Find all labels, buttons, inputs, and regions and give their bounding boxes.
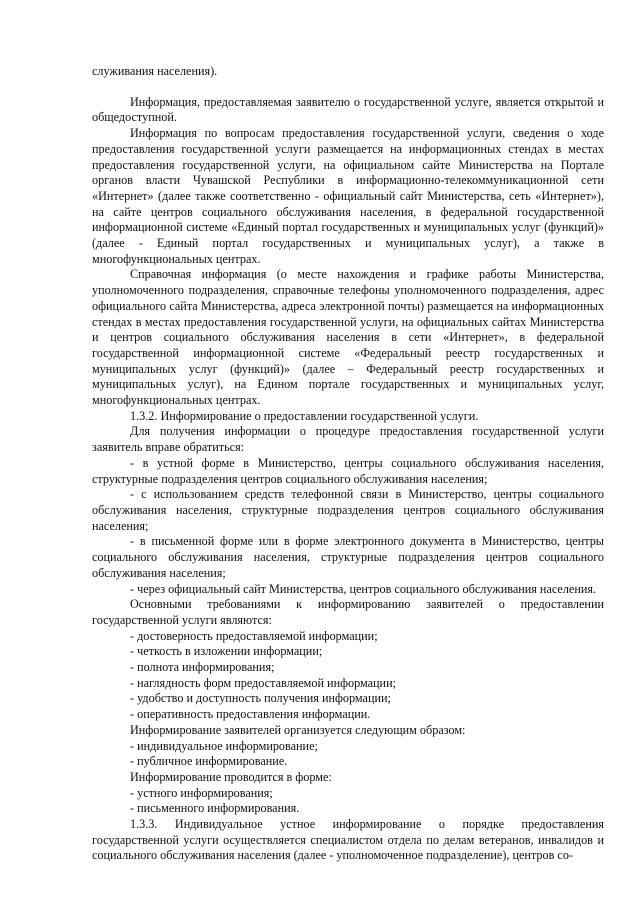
paragraph: служивания населения). [92, 64, 218, 78]
paragraph-gap [92, 80, 604, 95]
list-item: - полнота информирования; [130, 660, 275, 675]
list-item: - в письменной форме или в форме электронного документа в Министерство, центры социального обслуживания населения, структурные подразделения центров социального обслуживания населения; [92, 534, 604, 580]
paragraph: Справочная информация (о месте нахождения и графике работы Министерства, уполномоченного подразделения, справочные телефоны уполномоченного подразделения, адрес официального сайта Министерства, адреса электронной почты) размещается на информационных стендах в местах предоставления государственной услуги, на официальных сайтах Министерства и центров социального обслуживания населения в сети «Интернет», в федеральной государственной информационной системе «Федеральный реестр государственных и муниципальных услуг (функций)» (далее – Федеральный реестр государственных и муниципальных услуг), на Едином портале государственных и муниципальных услуг, многофункциональных центрах. [92, 267, 604, 408]
paragraph: Информирование заявителей организуется следующим образом: [130, 722, 466, 737]
list-item: - удобство и доступность получения информации; [130, 691, 391, 706]
list-item: - четкость в изложении информации; [130, 644, 323, 659]
section-heading: 1.3.2. Информирование о предоставлении государственной услуги. [130, 408, 479, 423]
list-item: - письменного информирования. [130, 801, 300, 816]
paragraph: Информирование проводится в форме: [130, 769, 332, 784]
paragraph: Для получения информации о процедуре предоставления государственной услуги заявитель вправе обратиться: [92, 424, 604, 455]
list-item: - индивидуальное информирование; [130, 738, 318, 753]
section-paragraph: 1.3.3. Индивидуальное устное информирование о порядке предоставления государственной услуги осуществляется специалистом отдела по делам ветеранов, инвалидов и социального обслуживания населения (далее - уполномоченное подразделение), центров со- [92, 817, 604, 863]
paragraph: Информация по вопросам предоставления государственной услуги, сведения о ходе предоставления государственной услуги размещается на информационных стендах в местах предоставления государственной услуги, на официальном сайте Министерства на Портале органов власти Чувашской Республики в информационно-телекоммуникационной сети «Интернет» (далее также соответственно - официальный сайт Министерства, сеть «Интернет»), на сайте центров социального обслуживания населения, в федеральной государственной информационной системе «Единый портал государственных и муниципальных услуг (функций)» (далее - Единый портал государственных и муниципальных услуг), а также в многофункциональных центрах. [92, 126, 604, 266]
document-page [92, 64, 604, 864]
list-item: - наглядность форм предоставляемой информации; [130, 675, 396, 690]
list-item: - устного информирования; [130, 785, 273, 800]
list-item: - публичное информирование. [130, 754, 288, 769]
list-item: - с использованием средств телефонной связи в Министерство, центры социального обслуживания населения, структурные подразделения центров социального обслуживания населения; [92, 487, 604, 533]
list-item: - оперативность предоставления информации. [130, 707, 371, 722]
list-item: - через официальный сайт Министерства, центров социального обслуживания населения. [130, 581, 597, 596]
paragraph: Информация, предоставляемая заявителю о государственной услуге, является открытой и общедоступной. [92, 94, 604, 125]
paragraph: Основными требованиями к информированию заявителей о предоставлении государственной услуги являются: [92, 597, 604, 627]
list-item: - достоверность предоставляемой информации; [130, 628, 378, 643]
list-item: - в устной форме в Министерство, центры социального обслуживания населения, структурные подразделения центров социального обслуживания населения; [92, 455, 604, 486]
